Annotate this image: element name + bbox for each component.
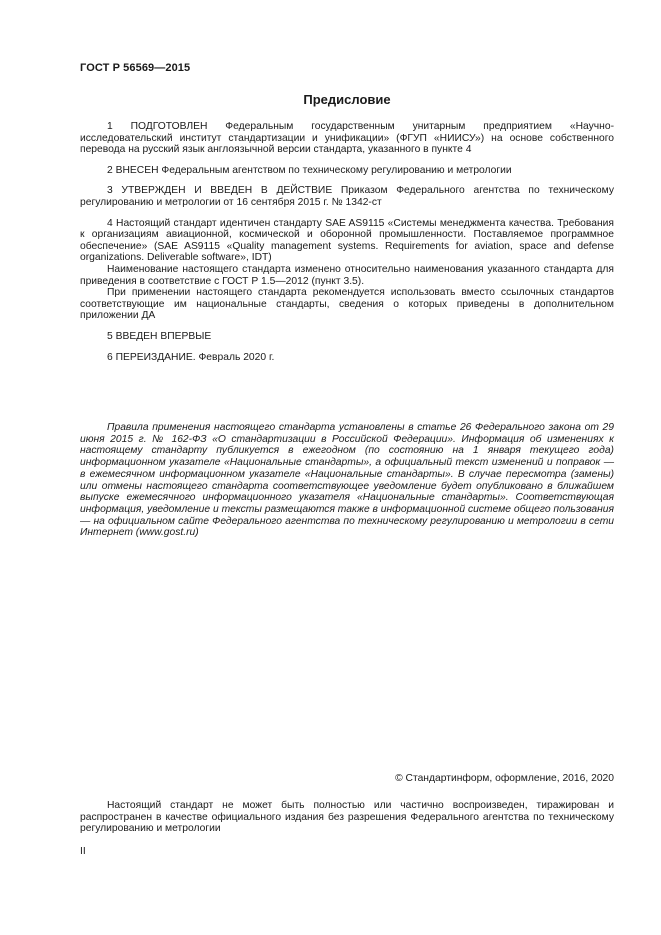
paragraph-identical-standard: 4 Настоящий стандарт идентичен стандарту SAE AS9115 «Системы менеджмента качества. Требования к организациям авиационной, космической и оборонной промышленности. Поставляемое программное обеспечение» (SAE AS9115 «Quality management systems. Requirements for aviation, space and defense organizations. Deliverable software», IDT) — [80, 217, 614, 264]
standard-code-header: ГОСТ Р 56569—2015 — [80, 62, 191, 74]
page-number: II — [80, 846, 86, 857]
paragraph-approved: 3 УТВЕРЖДЕН И ВВЕДЕН В ДЕЙСТВИЕ Приказом Федерального агентства по техническому регулированию и метрологии от 16 сентября 2015 г. № 1342-ст — [80, 185, 614, 208]
paragraph-references-recommendation: При применении настоящего стандарта рекомендуется использовать вместо ссылочных стандартов соответствующие им национальные стандарты, сведения о которых приведены в дополнительном приложении ДА — [80, 287, 614, 322]
foreword-body — [80, 121, 614, 363]
paragraph-introduced-by: 2 ВНЕСЕН Федеральным агентством по техническому регулированию и метрологии — [107, 164, 512, 176]
paragraph-name-changed: Наименование настоящего стандарта изменено относительно наименования указанного стандарта для приведения в соответствие с ГОСТ Р 1.5—2012 (пункт 3.5). — [80, 263, 614, 287]
copyright-line: © Стандартинформ, оформление, 2016, 2020 — [395, 773, 614, 784]
paragraph-reissue: 6 ПЕРЕИЗДАНИЕ. Февраль 2020 г. — [107, 351, 275, 363]
paragraph-prepared-by: 1 ПОДГОТОВЛЕН Федеральным государственным унитарным предприятием «Научно-исследовательский институт стандартизации и унификации» (ФГУП «НИИСУ») на основе собственного перевода на русский язык англоязычной версии стандарта, указанного в пункте 4 — [80, 121, 614, 156]
rules-notice: Правила применения настоящего стандарта установлены в статье 26 Федерального закона от 29 июня 2015 г. № 162-ФЗ «О стандартизации в Российской Федерации». Информация об изменениях к настоящему стандарту публикуется в ежегодном (по состоянию на 1 января текущего года) информационном указателе «Национальные стандарты», а официальный текст изменений и поправок — в ежемесячном информационном указателе «Национальные стандарты». В случае пересмотра (замены) или отмены настоящего стандарта соответствующее уведомление будет опубликовано в ближайшем выпуске ежемесячного информационного указателя «Национальные стандарты». Соответствующая информация, уведомление и тексты размещаются также в информационной системе общего пользования — на официальном сайте Федерального агентства по техническому регулированию и метрологии в сети Интернет (www.gost.ru) — [80, 422, 614, 539]
reproduction-notice: Настоящий стандарт не может быть полностью или частично воспроизведен, тиражирован и распространен в качестве официального издания без разрешения Федерального агентства по техническому регулированию и метрологии — [80, 800, 614, 835]
page-title: Предисловие — [303, 92, 391, 107]
paragraph-first-introduced: 5 ВВЕДЕН ВПЕРВЫЕ — [107, 330, 212, 342]
